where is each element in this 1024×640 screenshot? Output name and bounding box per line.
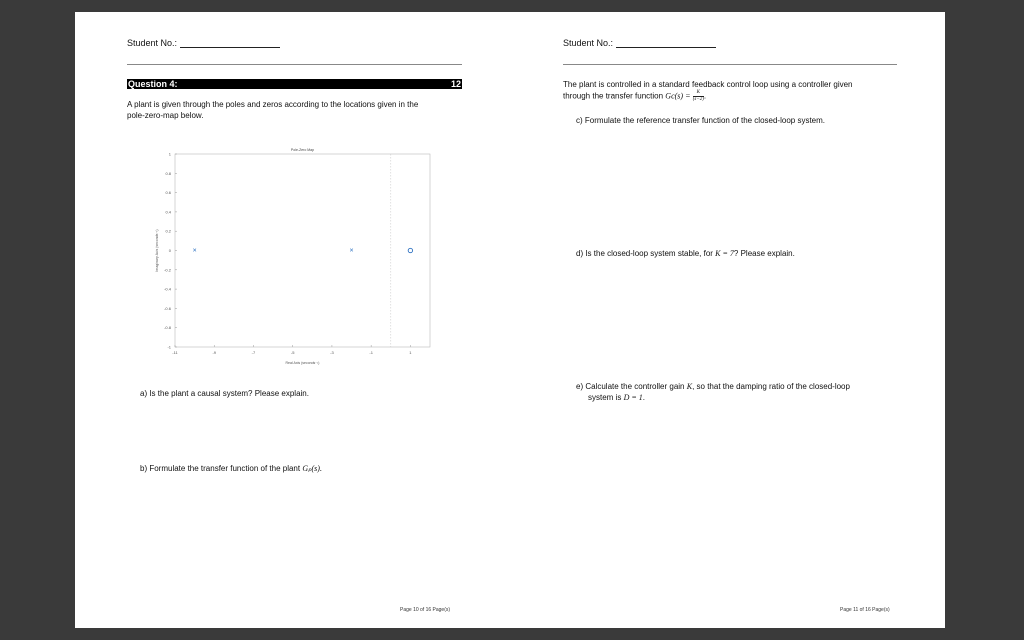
part-d (576, 248, 795, 259)
controller-intro-line-2: through the transfer function Gc(s) = $\frac{K}{(s-2)}$ . (563, 90, 707, 102)
controller-tf-numerator: K (693, 90, 704, 97)
y-tick-label-3: -0.4 (164, 286, 171, 292)
y-tick-label-10: 1 (168, 151, 171, 157)
part-d-math: K = 7 (715, 249, 734, 258)
y-tick-label-1: -0.8 (164, 325, 171, 331)
part-e-line-1 (576, 381, 886, 392)
header-rule-right (563, 64, 897, 65)
y-tick-label-2: -0.6 (164, 305, 171, 311)
pole-zero-map (140, 142, 440, 372)
x-tick-label-0: -11 (172, 350, 178, 355)
part-a: a) Is the plant a causal system? Please explain. (140, 389, 309, 398)
x-tick-label-6: 1 (409, 350, 412, 355)
part-e (576, 381, 886, 403)
controller-tf-lhs: Gc(s) = (665, 91, 691, 101)
part-e-line-2 (576, 392, 886, 403)
x-tick-label-2: -7 (251, 350, 256, 355)
student-no-label: Student No.: (127, 38, 178, 48)
part-e2-text: system is (588, 393, 624, 402)
x-axis-label: Real Axis (seconds⁻¹) (285, 361, 320, 365)
x-tick-label-3: -5 (290, 350, 295, 355)
controller-intro-line-1: The plant is controlled in a standard feedback control loop using a controller given (563, 80, 853, 89)
y-tick-label-7: 0.4 (165, 209, 171, 215)
y-tick-label-6: 0.2 (165, 228, 171, 234)
controller-intro (563, 79, 903, 103)
controller-intro-text: through the transfer function (563, 91, 666, 101)
part-e-math: K (686, 382, 693, 391)
x-tick-label-1: -9 (212, 350, 217, 355)
part-b-text: b) Formulate the transfer function of the plant (140, 464, 303, 473)
x-tick-label-4: -3 (330, 350, 334, 355)
question-title: Question 4: (128, 79, 178, 89)
part-e-tail: , so that the damping ratio of the closed-loop (692, 382, 850, 391)
intro-line-1: A plant is given through the poles and zeros according to the locations given in the (127, 100, 419, 109)
part-e2-tail: . (642, 393, 645, 402)
part-c: c) Formulate the reference transfer function of the closed-loop system. (576, 116, 826, 125)
chart-title: Pole-Zero Map (290, 148, 315, 152)
page-footer-right: Page 11 of 16 Page(s) (840, 607, 890, 613)
pole-marker-1: × (349, 247, 354, 255)
student-no-label-right: Student No.: (563, 38, 614, 48)
y-tick-label-4: -0.2 (164, 267, 171, 273)
part-e2-math: D = 1 (623, 393, 643, 402)
pole-marker-0: × (192, 247, 197, 255)
y-tick-label-8: 0.6 (165, 190, 171, 196)
student-no-blank-right[interactable] (616, 38, 716, 48)
zero-marker-0 (408, 248, 412, 252)
controller-tf-denominator: (s−2) (692, 97, 704, 102)
plot-frame (175, 154, 430, 347)
part-d-tail: ? Please explain. (733, 249, 795, 258)
question-points: 12 (450, 79, 461, 89)
student-no-field-right (563, 38, 716, 48)
y-axis-label: Imaginary Axis (seconds⁻¹) (155, 229, 159, 272)
part-e-text: e) Calculate the controller gain (576, 382, 687, 391)
header-rule (127, 64, 462, 65)
x-tick-label-5: -1 (369, 350, 373, 355)
part-b (140, 463, 322, 474)
page-footer-left: Page 10 of 16 Page(s) (400, 607, 451, 613)
y-tick-label-5: 0 (168, 248, 171, 253)
intro-line-2: pole-zero-map below. (127, 111, 204, 120)
page-left (75, 12, 545, 628)
page-right (476, 12, 945, 628)
student-no-blank[interactable] (180, 38, 280, 48)
question-intro (127, 99, 467, 121)
question-header (127, 79, 462, 89)
part-d-text: d) Is the closed-loop system stable, for (576, 249, 716, 258)
controller-tf-fraction (693, 90, 704, 103)
y-tick-label-0: -1 (167, 344, 171, 350)
student-no-field (127, 38, 280, 48)
y-tick-label-9: 0.8 (165, 170, 171, 176)
part-b-math: Gₚ(s). (302, 464, 322, 473)
